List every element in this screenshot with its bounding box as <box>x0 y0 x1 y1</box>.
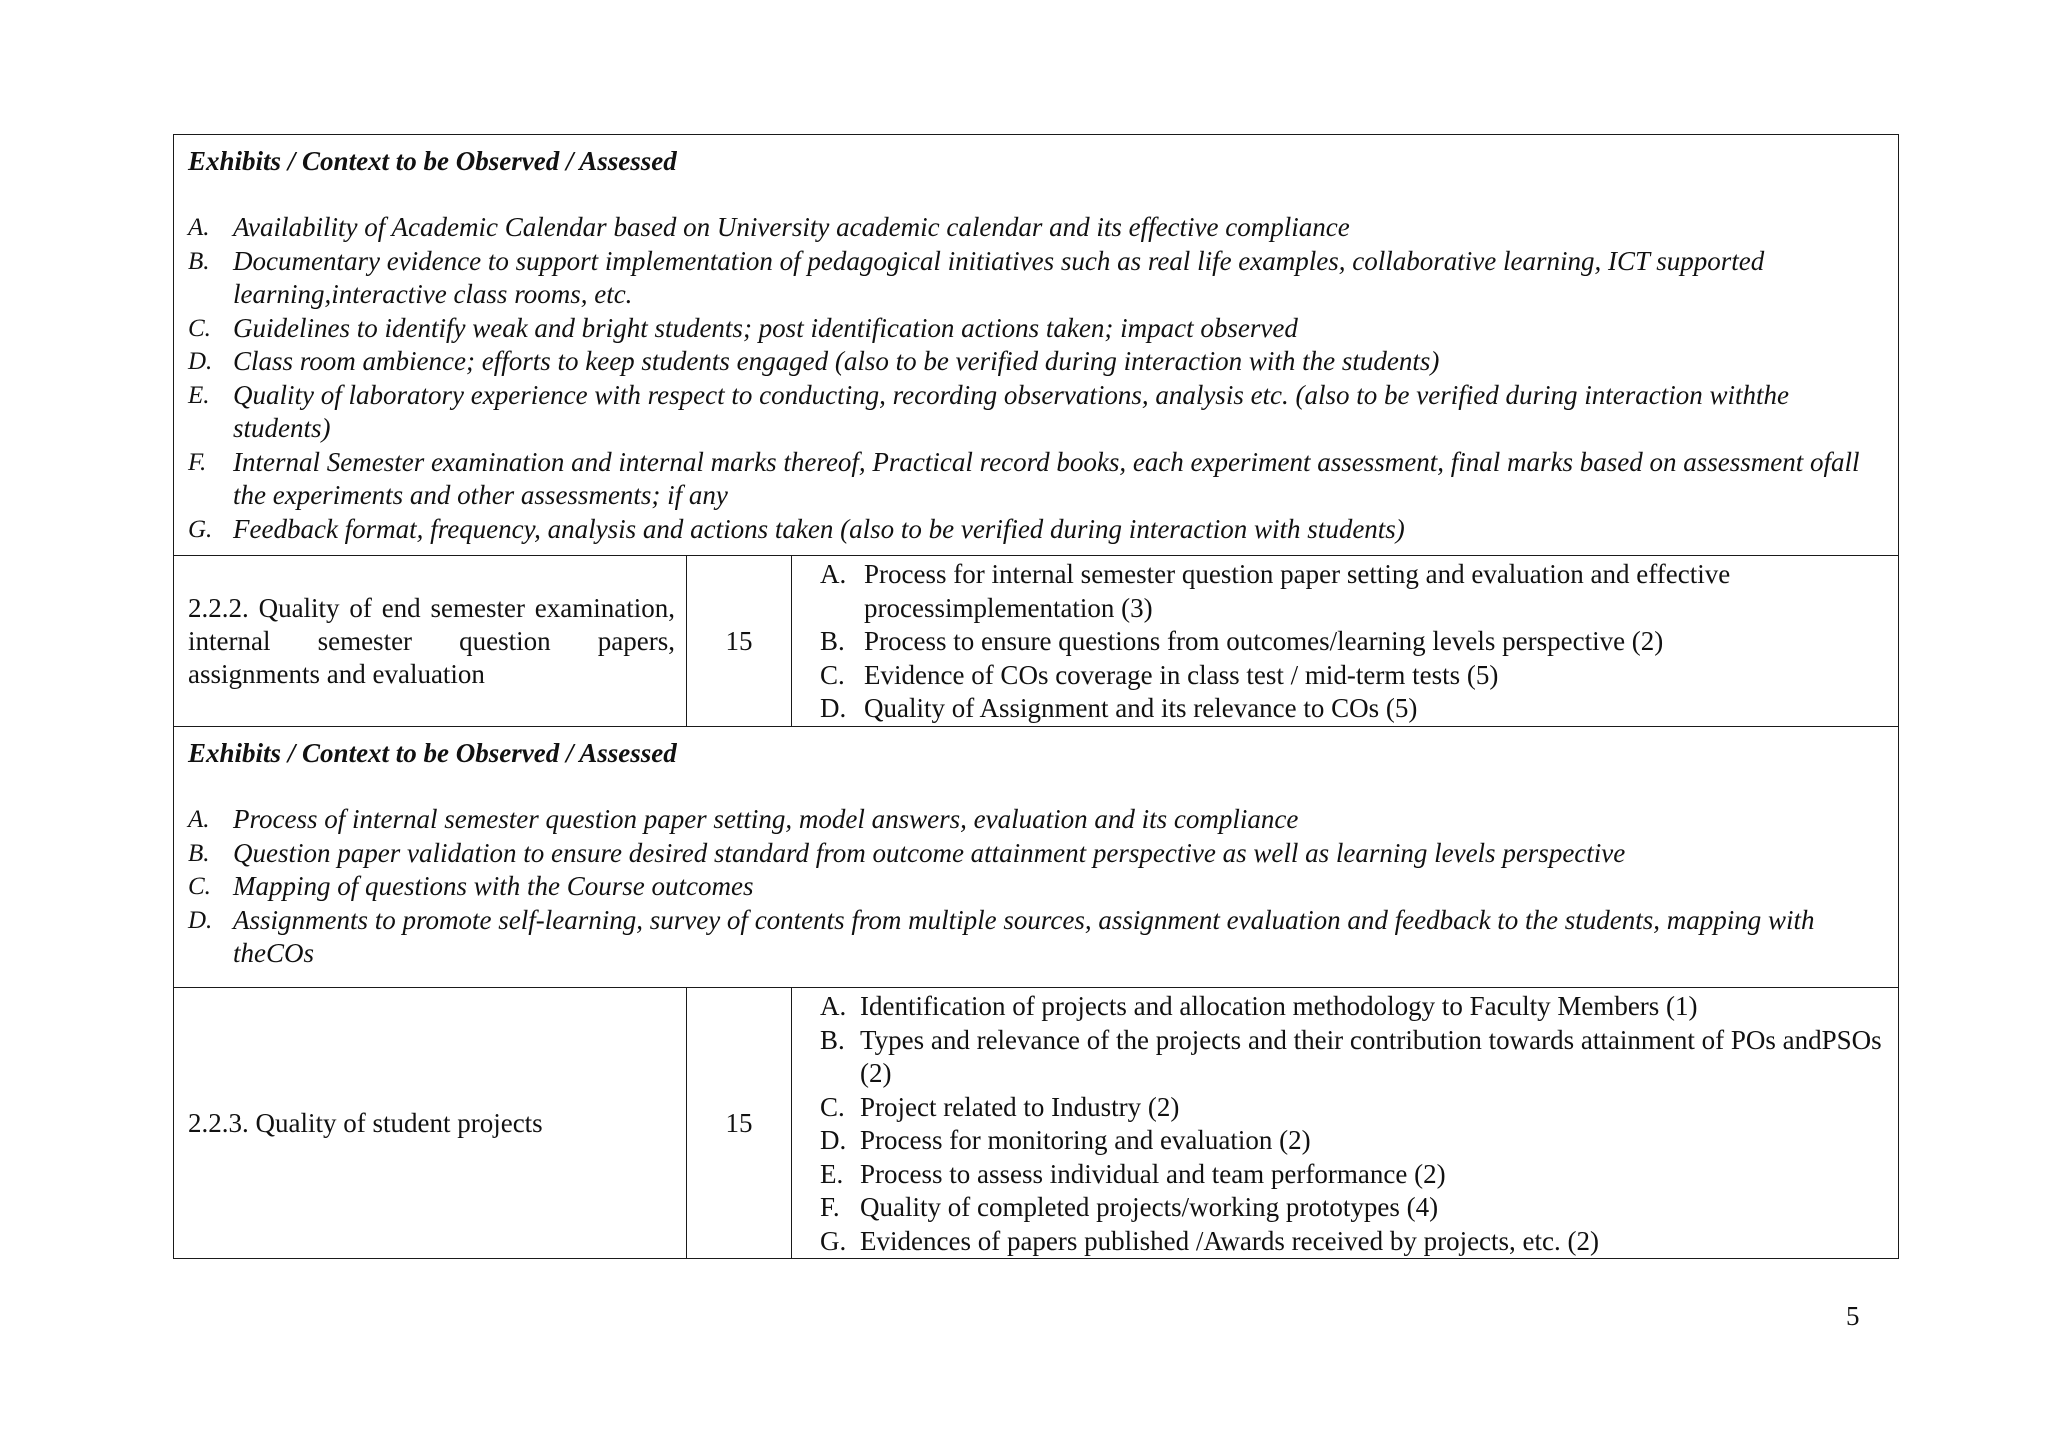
list-item <box>820 1024 1890 1091</box>
item-text: Evidences of papers published /Awards received by projects, etc. (2) <box>860 1225 1600 1256</box>
item-text: Question paper validation to ensure desired standard from outcome attainment perspective as well as learning levels perspective <box>233 837 1626 868</box>
list-item <box>188 870 1884 904</box>
item-text: Internal Semester examination and internal marks thereof, Practical record books, each experiment assessment, final marks based on assessment ofall the experiments and other assessments; if any <box>233 446 1860 510</box>
item-letter: A. <box>820 991 847 1021</box>
criterion-row-223 <box>174 988 1899 1259</box>
list-item <box>820 1158 1890 1192</box>
item-letter: D. <box>820 693 847 723</box>
item-text: Availability of Academic Calendar based on University academic calendar and its effective compliance <box>233 212 1350 242</box>
list-item <box>188 803 1884 837</box>
item-letter: C. <box>820 659 845 690</box>
page-number: 5 <box>1846 1301 1860 1331</box>
item-letter: D. <box>820 1125 847 1155</box>
item-letter: C. <box>820 1091 845 1122</box>
item-text: Identification of projects and allocation methodology to Faculty Members (1) <box>860 991 1698 1021</box>
criterion-marks-223: 15 <box>687 988 792 1259</box>
list-item <box>820 1091 1890 1125</box>
criterion-title-223: 2.2.3. Quality of student projects <box>174 988 687 1259</box>
criterion-marks-222: 15 <box>687 556 792 727</box>
item-text: Process for monitoring and evaluation (2) <box>860 1125 1311 1155</box>
exhibits-heading-2: Exhibits / Context to be Observed / Assessed <box>188 738 677 768</box>
exhibits-cell-1 <box>174 135 1899 556</box>
list-item <box>188 904 1884 971</box>
list-item <box>188 446 1884 513</box>
item-letter: A. <box>188 214 210 241</box>
item-text: Process for internal semester question paper setting and evaluation and effective processimplementation (3) <box>864 559 1731 623</box>
item-text: Project related to Industry (2) <box>860 1091 1180 1122</box>
exhibits-heading-1: Exhibits / Context to be Observed / Assessed <box>188 146 677 176</box>
item-text: Assignments to promote self-learning, survey of contents from multiple sources, assignment evaluation and feedback to the students, mapping with theCOs <box>233 904 1815 968</box>
list-item <box>820 558 1890 625</box>
criteria-table <box>173 134 1899 1259</box>
item-text: Documentary evidence to support implementation of pedagogical initiatives such as real life examples, collaborative learning, ICT supported learning,interactive class rooms, etc. <box>233 245 1765 309</box>
item-letter: D. <box>188 906 213 934</box>
item-letter: B. <box>188 247 210 275</box>
list-item <box>820 990 1890 1024</box>
item-letter: A. <box>188 806 210 833</box>
list-item <box>820 692 1890 726</box>
list-item <box>188 345 1884 379</box>
item-letter: E. <box>188 381 210 409</box>
list-item <box>820 1124 1890 1158</box>
criterion-row-222 <box>174 556 1899 727</box>
list-item <box>820 1191 1890 1225</box>
item-letter: D. <box>188 348 213 375</box>
item-letter: B. <box>188 839 210 867</box>
item-text: Process to ensure questions from outcomes/learning levels perspective (2) <box>864 626 1664 656</box>
item-text: Types and relevance of the projects and their contribution towards attainment of POs andPSOs (2) <box>860 1024 1882 1088</box>
list-item <box>820 625 1890 659</box>
list-item <box>188 312 1884 346</box>
item-letter: C. <box>188 873 211 900</box>
list-item <box>188 513 1884 547</box>
item-letter: B. <box>820 626 845 656</box>
item-text: Quality of laboratory experience with respect to conducting, recording observations, analysis etc. (also to be verified during interaction withthe students) <box>233 379 1789 443</box>
list-item <box>188 211 1884 245</box>
list-item <box>188 837 1884 871</box>
item-text: Process of internal semester question paper setting, model answers, evaluation and its compliance <box>233 804 1299 834</box>
criterion-items-223 <box>820 990 1890 1258</box>
criterion-items-cell-223 <box>792 988 1899 1259</box>
criterion-title-222: 2.2.2. Quality of end semester examination, internal semester question papers, assignments and evaluation <box>174 556 687 727</box>
exhibits-list-1 <box>188 211 1884 546</box>
list-item <box>188 245 1884 312</box>
list-item <box>820 659 1890 693</box>
item-letter: A. <box>820 559 847 589</box>
item-letter: F. <box>188 448 207 476</box>
exhibits-row-1 <box>174 135 1899 556</box>
exhibits-cell-2 <box>174 727 1899 988</box>
item-text: Quality of Assignment and its relevance to COs (5) <box>864 693 1418 723</box>
exhibits-row-2 <box>174 727 1899 988</box>
item-text: Feedback format, frequency, analysis and actions taken (also to be verified during interaction with students) <box>233 513 1405 544</box>
item-letter: G. <box>188 515 213 543</box>
exhibits-list-2 <box>188 803 1884 971</box>
item-letter: G. <box>820 1225 847 1256</box>
list-item <box>820 1225 1890 1259</box>
item-letter: C. <box>188 314 211 342</box>
item-text: Mapping of questions with the Course outcomes <box>233 871 754 901</box>
item-text: Quality of completed projects/working prototypes (4) <box>860 1192 1439 1222</box>
item-text: Process to assess individual and team performance (2) <box>860 1158 1446 1189</box>
list-item <box>188 379 1884 446</box>
item-letter: B. <box>820 1024 845 1055</box>
item-text: Guidelines to identify weak and bright students; post identification actions taken; impact observed <box>233 312 1298 343</box>
item-letter: F. <box>820 1192 840 1222</box>
item-text: Evidence of COs coverage in class test / mid-term tests (5) <box>864 659 1499 690</box>
criterion-items-cell-222 <box>792 556 1899 727</box>
item-text: Class room ambience; efforts to keep students engaged (also to be verified during interaction with the students) <box>233 346 1440 376</box>
criterion-items-222 <box>820 558 1890 726</box>
item-letter: E. <box>820 1158 844 1189</box>
